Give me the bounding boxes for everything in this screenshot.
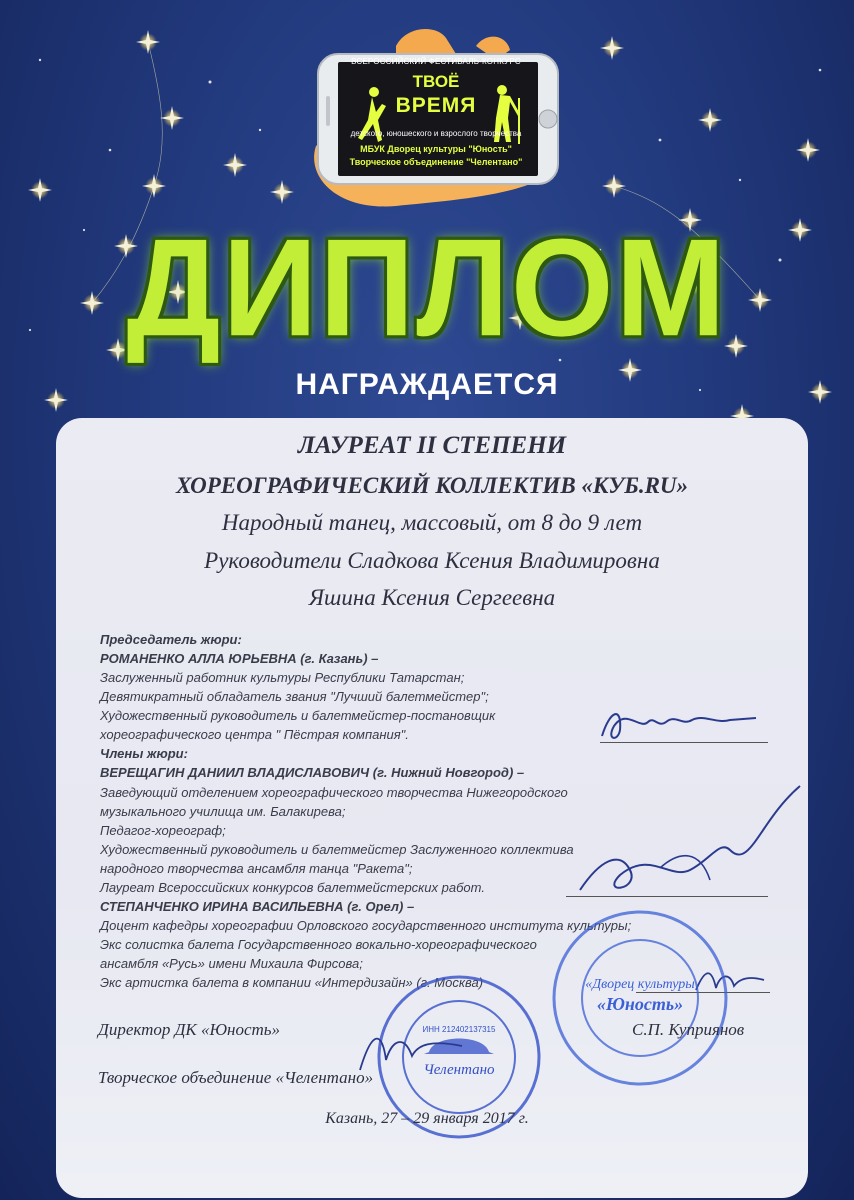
svg-text:Челентано: Челентано [423, 1062, 495, 1078]
jury-line: Художественный руководитель и балетмейстер Заслуженного коллектива [100, 842, 574, 857]
diploma-title: ДИПЛОМ [126, 210, 728, 365]
jury-line: Доцент кафедры хореографии Орловского государственного института культуры; [100, 918, 632, 933]
jury-line: Лауреат Всероссийских конкурсов балетмейстерских работ. [100, 880, 485, 895]
logo-title-line1: ТВОЁ [412, 72, 460, 91]
jury-line: Экс артистка балета в компании «Интердизайн» (г. Москва) [100, 975, 484, 990]
organization-label: Творческое объединение «Челентано» [98, 1068, 374, 1087]
jury-line: Заведующий отделением хореографического творчества Нижегородского [100, 785, 568, 800]
logo-org-line1: МБУК Дворец культуры "Юность" [360, 144, 512, 154]
signature-director [352, 1020, 472, 1080]
stamp-dk-yunost [550, 908, 730, 1088]
logo-genre: детского, юношеского и взрослого творчества [350, 129, 522, 138]
jury-line: ансамбля «Русь» имени Михаила Фирсова; [100, 956, 363, 971]
jury-line: РОМАНЕНКО АЛЛА ЮРЬЕВНА (г. Казань) – [100, 651, 379, 666]
jury-line: музыкального училища им. Балакирева; [100, 804, 346, 819]
phone-hand-illustration [296, 26, 572, 216]
jury-line: хореографического центра " Пёстрая компания". [100, 727, 409, 742]
jury-line: Экс солистка балета Государственного вокально-хореографического [100, 937, 537, 952]
award-collective: ХОРЕОГРАФИЧЕСКИЙ КОЛЛЕКТИВ «КУБ.RU» [175, 473, 689, 498]
logo-subtitle: ВСЕРОССИЙСКИЙ ФЕСТИВАЛЬ-КОНКУРС [351, 57, 521, 66]
award-degree: ЛАУРЕАТ II СТЕПЕНИ [297, 432, 567, 459]
jury-line: Заслуженный работник культуры Республики Татарстан; [100, 670, 465, 685]
festival-logo [296, 26, 572, 216]
director-label: Директор ДК «Юность» [98, 1020, 281, 1039]
award-leaders-line2: Яшина Ксения Сергеевна [308, 585, 556, 610]
jury-line: Художественный руководитель и балетмейстер-постановщик [100, 708, 496, 723]
jury-line: Девятикратный обладатель звания "Лучший балетмейстер"; [100, 689, 489, 704]
svg-text:«Юность»: «Юность» [596, 994, 684, 1014]
signature-member1 [560, 780, 810, 910]
award-category: Народный танец, массовый, от 8 до 9 лет [221, 510, 643, 535]
logo-title-line2: ВРЕМЯ [395, 94, 477, 117]
awarded-heading: НАГРАЖДАЕТСЯ [295, 368, 559, 401]
signature-chair [596, 700, 776, 750]
jury-line: Педагог-хореограф; [100, 823, 226, 838]
jury-line: народного творчества ансамбля танца "Ракета"; [100, 861, 413, 876]
jury-line: Члены жюри: [100, 746, 188, 761]
jury-line: Председатель жюри: [100, 632, 242, 647]
director-name: С.П. Куприянов [632, 1020, 745, 1039]
place-and-date: Казань, 27 – 29 января 2017 г. [325, 1110, 529, 1127]
jury-line: ВЕРЕЩАГИН ДАНИИЛ ВЛАДИСЛАВОВИЧ (г. Нижний Новгород) – [100, 765, 525, 780]
award-leaders-line1: Руководители Сладкова Ксения Владимировна [204, 548, 660, 573]
svg-text:ИНН 212402137315: ИНН 212402137315 [422, 1025, 496, 1034]
logo-org-line2: Творческое объединение "Челентано" [349, 157, 523, 167]
jury-line: СТЕПАНЧЕНКО ИРИНА ВАСИЛЬЕВНА (г. Орел) – [100, 899, 415, 914]
svg-text:«Дворец культуры: «Дворец культуры [585, 977, 695, 992]
